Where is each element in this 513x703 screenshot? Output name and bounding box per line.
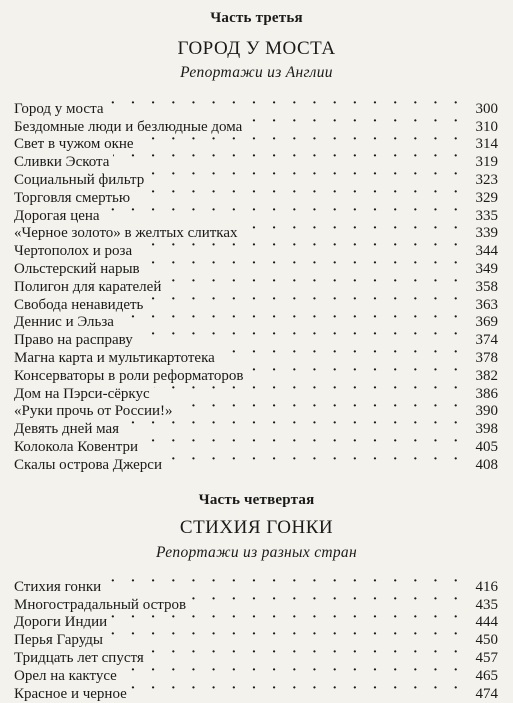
toc-entry-title: Орел на кактусе [14,667,117,684]
toc-entry-page: 314 [475,136,498,153]
dot-leader [246,113,464,131]
dot-leader [177,398,465,416]
part3-label: Часть третья [210,10,303,26]
toc-entry-title: Бездомные люди и безлюдные дома [14,118,243,135]
dot-leader [118,309,464,327]
dot-leader [166,451,464,469]
dot-leader [136,237,464,255]
dot-leader [107,626,464,644]
dot-leader [147,291,464,309]
dot-leader [131,680,464,698]
toc-entry-title: Право на расправу [14,332,133,349]
toc-entry-title: Свобода ненавидеть [14,296,144,313]
toc-entry-page: 382 [475,367,498,384]
toc-entry-title: Город у моста [14,100,104,117]
dot-leader [137,326,464,344]
toc-entry-title: Чертополох и роза [14,243,133,260]
dot-leader [138,131,464,149]
toc-entry-page: 374 [475,332,498,349]
dot-leader [148,644,464,662]
toc-entry-page: 339 [475,225,498,242]
toc-entry-page: 344 [475,243,498,260]
toc-entry-page: 416 [475,578,498,595]
toc-entry-page: 398 [475,421,498,438]
toc-entry-title: Дом на Пэрси-сёркус [14,385,150,402]
toc-entry[interactable] [14,95,498,117]
toc-entry-page: 329 [475,189,498,206]
toc-entry-page: 323 [475,171,498,188]
dot-leader [121,662,464,680]
part3-toc-list [14,95,498,473]
toc-entry-page: 435 [475,596,498,613]
toc-entry-page: 405 [475,438,498,455]
toc-entry-title: Дороги Индии [14,614,108,631]
toc-entry-page: 363 [475,296,498,313]
toc-entry-page: 474 [475,685,498,702]
dot-leader [123,415,464,433]
toc-entry-title: Перья Гаруды [14,632,104,649]
toc-entry-page: 390 [475,403,498,420]
toc-entry-title: Дорогая цена [14,207,100,224]
part3-title: ГОРОД У МОСТА [177,38,336,59]
toc-entry-title: Тридцать лет спустя [14,649,144,666]
dot-leader [154,380,464,398]
toc-entry-page: 386 [475,385,498,402]
part4-toc-list [14,573,498,702]
toc-entry-title: Сливки Эскота [14,154,110,171]
dot-leader [144,255,464,273]
dot-leader [134,184,464,202]
dot-leader [104,202,464,220]
toc-entry-page: 349 [475,260,498,277]
part4-subtitle: Репортажи из разных стран [156,544,357,561]
dot-leader [219,344,464,362]
toc-entry-page: 444 [475,614,498,631]
part3-subtitle: Репортажи из Англии [180,64,333,81]
toc-entry-page: 319 [475,154,498,171]
toc-entry-title: «Черное золото» в желтых слитках [14,225,238,242]
dot-leader [242,220,464,238]
toc-entry-page: 465 [475,667,498,684]
toc-entry-title: Стихия гонки [14,578,102,595]
toc-entry-title: «Руки прочь от России!» [14,403,173,420]
toc-entry-title: Девять дней мая [14,421,120,438]
toc-entry-page: 457 [475,649,498,666]
toc-entry-page: 450 [475,632,498,649]
toc-entry-title: Свет в чужом окне [14,136,134,153]
toc-entry-title: Скалы острова Джерси [14,456,162,473]
toc-entry[interactable] [14,573,498,595]
part4-label: Часть четвертая [198,492,315,508]
toc-entry-title: Консерваторы в роли реформаторов [14,367,244,384]
dot-leader [142,433,464,451]
toc-entry-title: Ольстерский нарыв [14,260,140,277]
toc-entry-title: Торговля смертью [14,189,131,206]
dot-leader [148,166,464,184]
toc-entry-title: Деннис и Эльза [14,314,114,331]
dot-leader [113,148,464,166]
part4-title: СТИХИЯ ГОНКИ [179,517,334,538]
toc-entry-title: Магна карта и мультикартотека [14,349,215,366]
toc-entry-title: Красное и черное [14,685,127,702]
dot-leader [165,273,464,291]
toc-entry-page: 300 [475,100,498,117]
toc-entry-page: 369 [475,314,498,331]
toc-entry-page: 358 [475,278,498,295]
dot-leader [107,95,464,113]
toc-entry-page: 335 [475,207,498,224]
dot-leader [105,573,464,591]
toc-entry-page: 378 [475,349,498,366]
toc-entry-title: Социальный фильтр [14,171,145,188]
toc-entry-title: Полигон для карателей [14,278,162,295]
toc-entry-title: Многострадальный остров [14,596,187,613]
dot-leader [247,362,464,380]
dot-leader [111,609,464,627]
toc-entry-title: Колокола Ковентри [14,438,138,455]
toc-entry-page: 310 [475,118,498,135]
toc-entry-page: 408 [475,456,498,473]
dot-leader [190,591,464,609]
